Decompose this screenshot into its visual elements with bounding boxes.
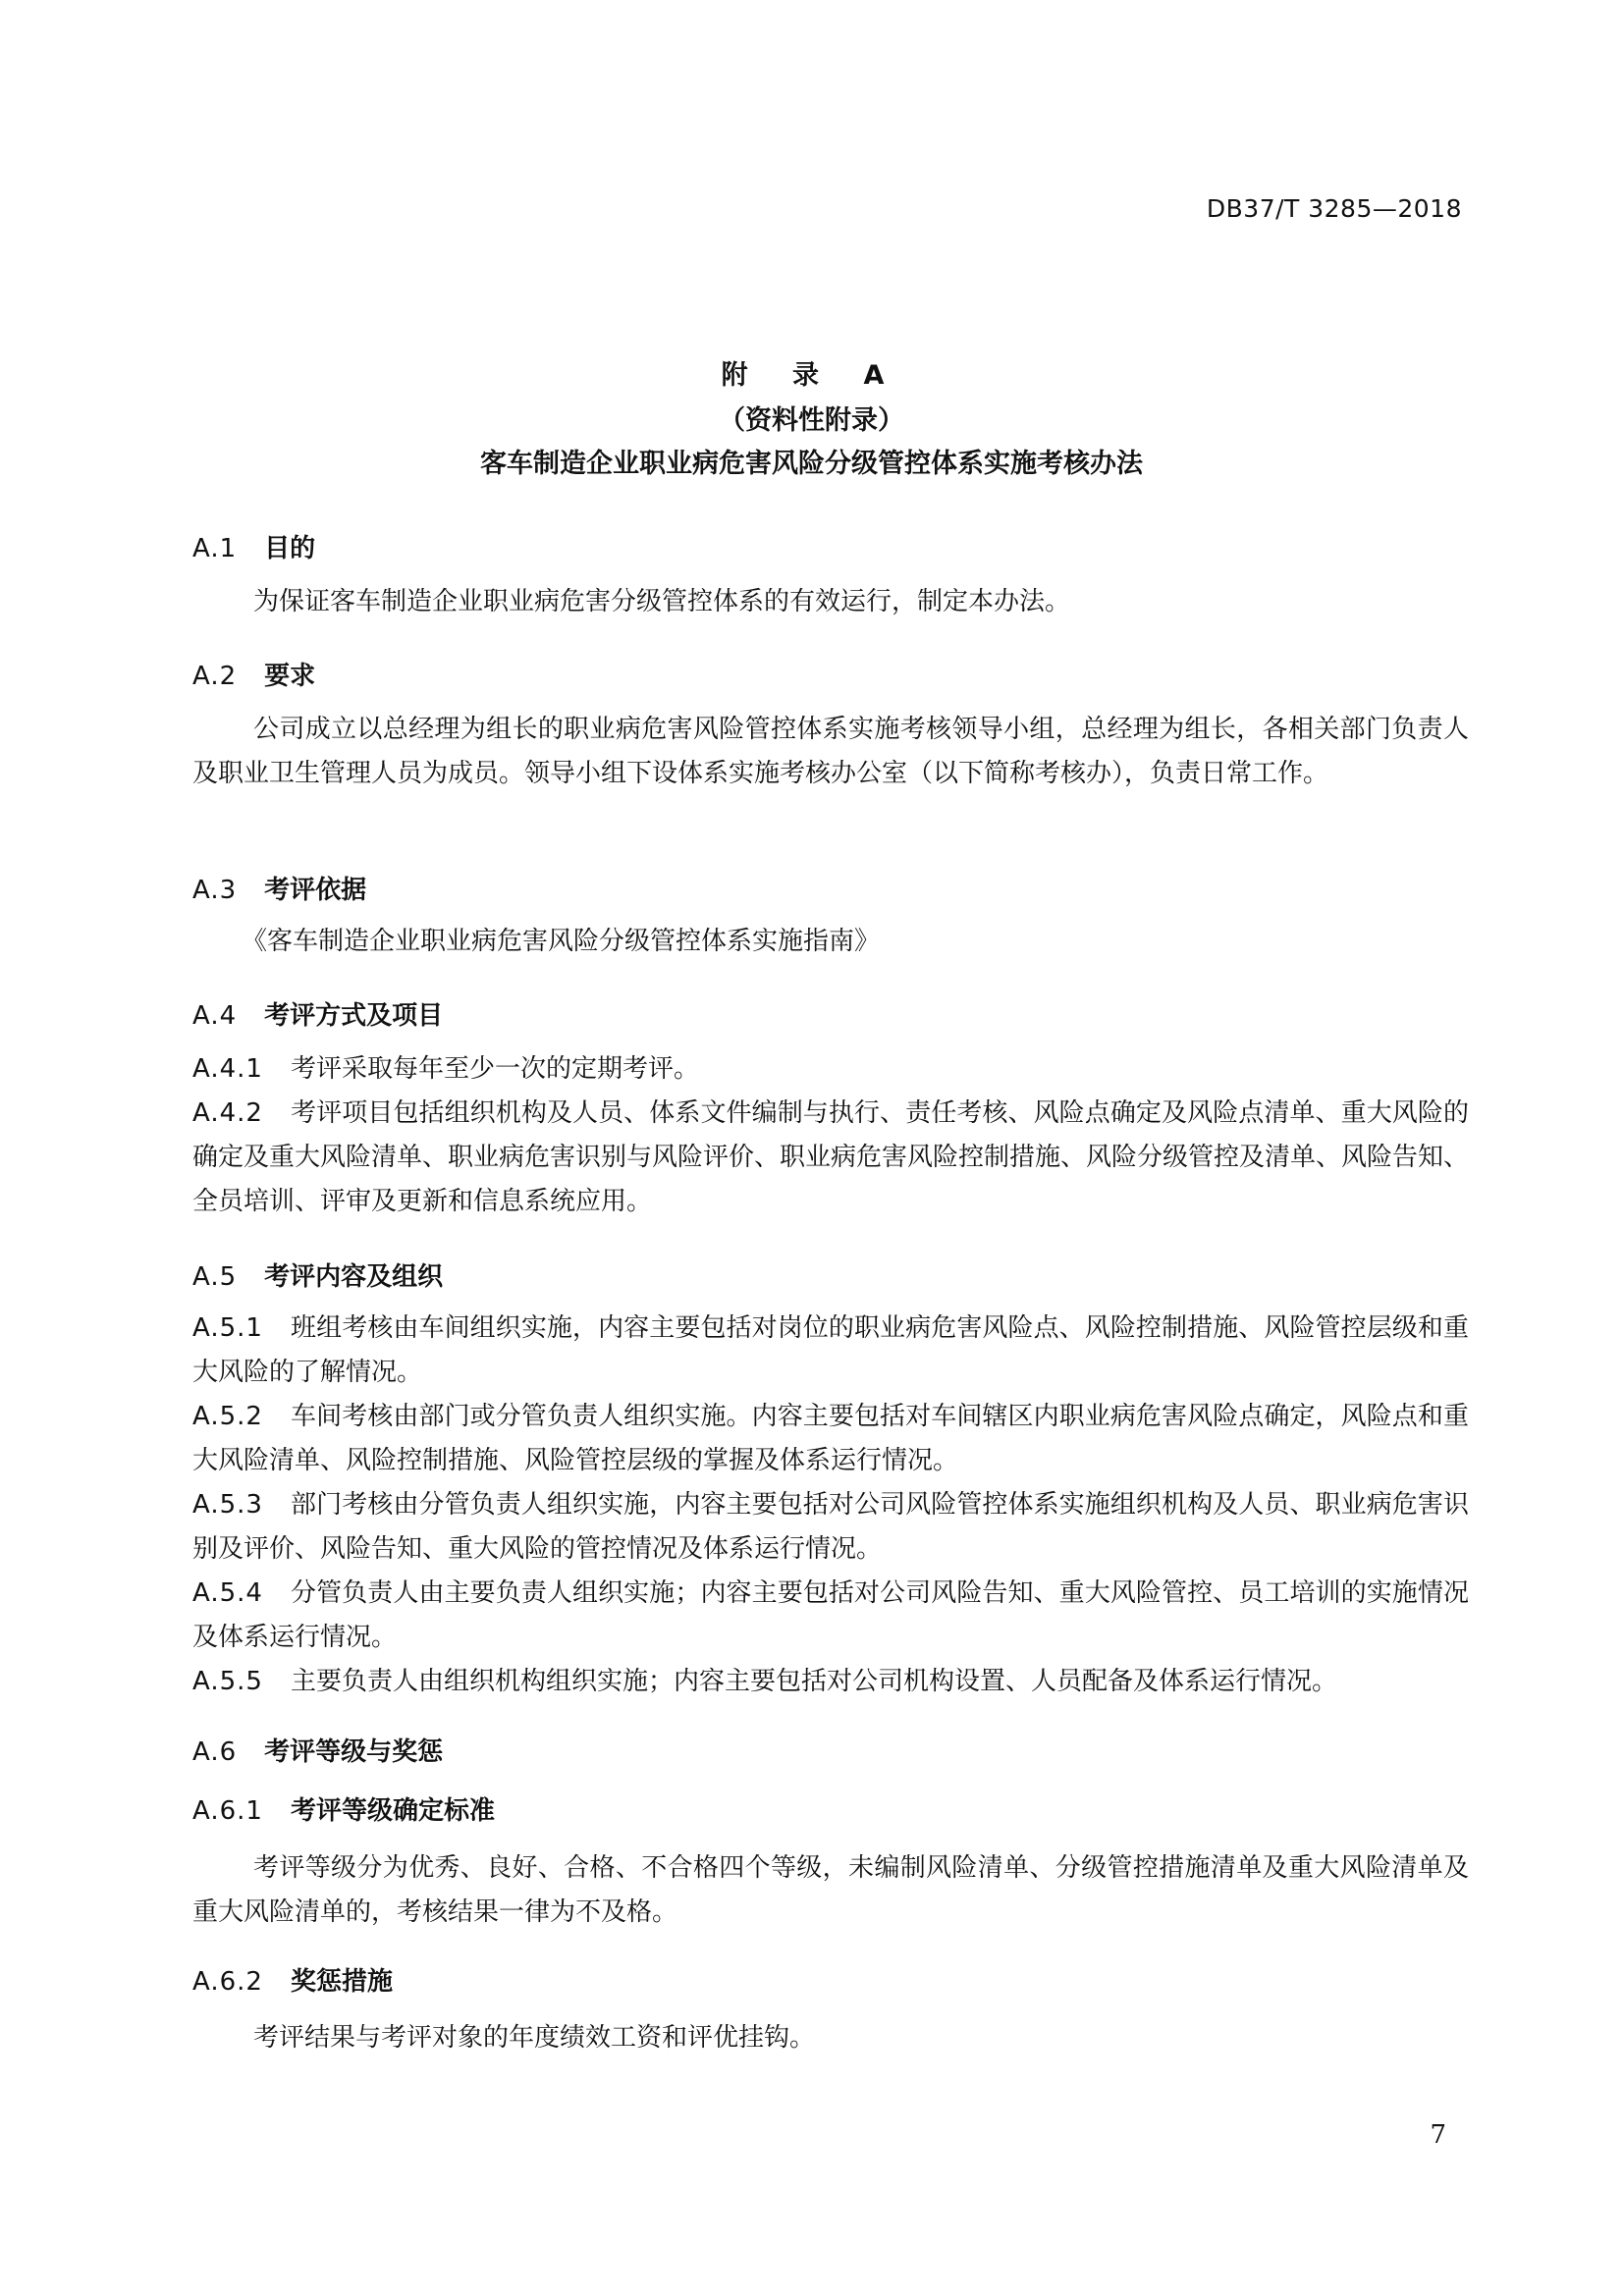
page-number: 7 [1430, 2120, 1446, 2150]
section-a1-text: 为保证客车制造企业职业病危害分级管控体系的有效运行，制定本办法。 [253, 587, 1071, 616]
appendix-name: 客车制造企业职业病危害风险分级管控体系实施考核办法 [480, 449, 1143, 479]
clause-a55 [192, 1660, 1469, 1704]
clause-number: A.5.1 [192, 1313, 263, 1343]
section-title: 考评依据 [264, 876, 367, 905]
clause-number: A.5.4 [192, 1578, 263, 1608]
section-number: A.6 [192, 1737, 238, 1767]
clause-text: 班组考核由车间组织实施，内容主要包括对岗位的职业病危害风险点、风险控制措施、风险管控层级和重大风险的了解情况。 [192, 1313, 1469, 1387]
section-number: A.5 [192, 1262, 238, 1292]
clause-text: 分管负责人由主要负责人组织实施；内容主要包括对公司风险告知、重大风险管控、员工培训的实施情况及体系运行情况。 [192, 1578, 1469, 1652]
clause-a62-heading [192, 1961, 393, 1998]
section-a4-heading [192, 995, 443, 1032]
clause-title: 奖惩措施 [290, 1967, 393, 1997]
clause-text: 考评采取每年至少一次的定期考评。 [290, 1054, 699, 1084]
section-a3-heading [192, 870, 366, 906]
clause-number: A.5.3 [192, 1490, 263, 1520]
clause-title: 考评等级确定标准 [290, 1796, 495, 1826]
appendix-title: 附 录 A [721, 360, 902, 391]
standard-code: DB37/T 3285—2018 [1206, 194, 1462, 223]
clause-text: 主要负责人由组织机构组织实施；内容主要包括对公司机构设置、人员配备及体系运行情况。 [290, 1667, 1337, 1696]
section-a6-heading [192, 1732, 443, 1768]
section-title: 考评等级与奖惩 [264, 1737, 444, 1767]
clause-a41 [192, 1047, 1469, 1092]
clause-number: A.5.2 [192, 1402, 263, 1431]
section-title: 考评内容及组织 [264, 1262, 444, 1292]
section-title: 要求 [264, 662, 316, 691]
section-number: A.3 [192, 876, 238, 905]
clause-a62-text: 考评结果与考评对象的年度绩效工资和评优挂钩。 [253, 2023, 816, 2053]
clause-number: A.6.1 [192, 1796, 263, 1826]
clause-number: A.4.1 [192, 1054, 263, 1084]
section-number: A.1 [192, 534, 238, 563]
clause-a61-heading [192, 1790, 495, 1827]
clause-a53 [192, 1483, 1469, 1572]
section-a2-text: 公司成立以总经理为组长的职业病危害风险管控体系实施考核领导小组，总经理为组长，各相关部门负责人及职业卫生管理人员为成员。领导小组下设体系实施考核办公室（以下简称考核办），负责日常工作。 [192, 715, 1469, 788]
clause-text: 部门考核由分管负责人组织实施，内容主要包括对公司风险管控体系实施组织机构及人员、职业病危害识别及评价、风险告知、重大风险的管控情况及体系运行情况。 [192, 1490, 1469, 1564]
section-a5-heading [192, 1256, 443, 1293]
clause-number: A.4.2 [192, 1098, 263, 1128]
clause-text: 车间考核由部门或分管负责人组织实施。内容主要包括对车间辖区内职业病危害风险点确定，风险点和重大风险清单、风险控制措施、风险管控层级的掌握及体系运行情况。 [192, 1402, 1469, 1475]
appendix-type: （资料性附录） [719, 405, 904, 436]
clause-number: A.5.5 [192, 1667, 263, 1696]
section-a1-heading [192, 528, 315, 564]
section-number: A.4 [192, 1001, 238, 1031]
section-title: 考评方式及项目 [264, 1001, 444, 1031]
section-title: 目的 [264, 534, 316, 563]
clause-a54 [192, 1572, 1469, 1660]
section-number: A.2 [192, 662, 238, 691]
clause-a42 [192, 1092, 1469, 1224]
clause-a61-text: 考评等级分为优秀、良好、合格、不合格四个等级，未编制风险清单、分级管控措施清单及重大风险清单及重大风险清单的，考核结果一律为不及格。 [192, 1853, 1469, 1927]
clause-a51 [192, 1307, 1469, 1395]
clause-number: A.6.2 [192, 1967, 263, 1997]
clause-text: 考评项目包括组织机构及人员、体系文件编制与执行、责任考核、风险点确定及风险点清单、重大风险的确定及重大风险清单、职业病危害识别与风险评价、职业病危害风险控制措施、风险分级管控及清单、风险告知、全员培训、评审及更新和信息系统应用。 [192, 1098, 1470, 1216]
section-a2-heading [192, 656, 315, 692]
section-a3-text: 《客车制造企业职业病危害风险分级管控体系实施指南》 [242, 927, 881, 956]
clause-a52 [192, 1395, 1469, 1483]
